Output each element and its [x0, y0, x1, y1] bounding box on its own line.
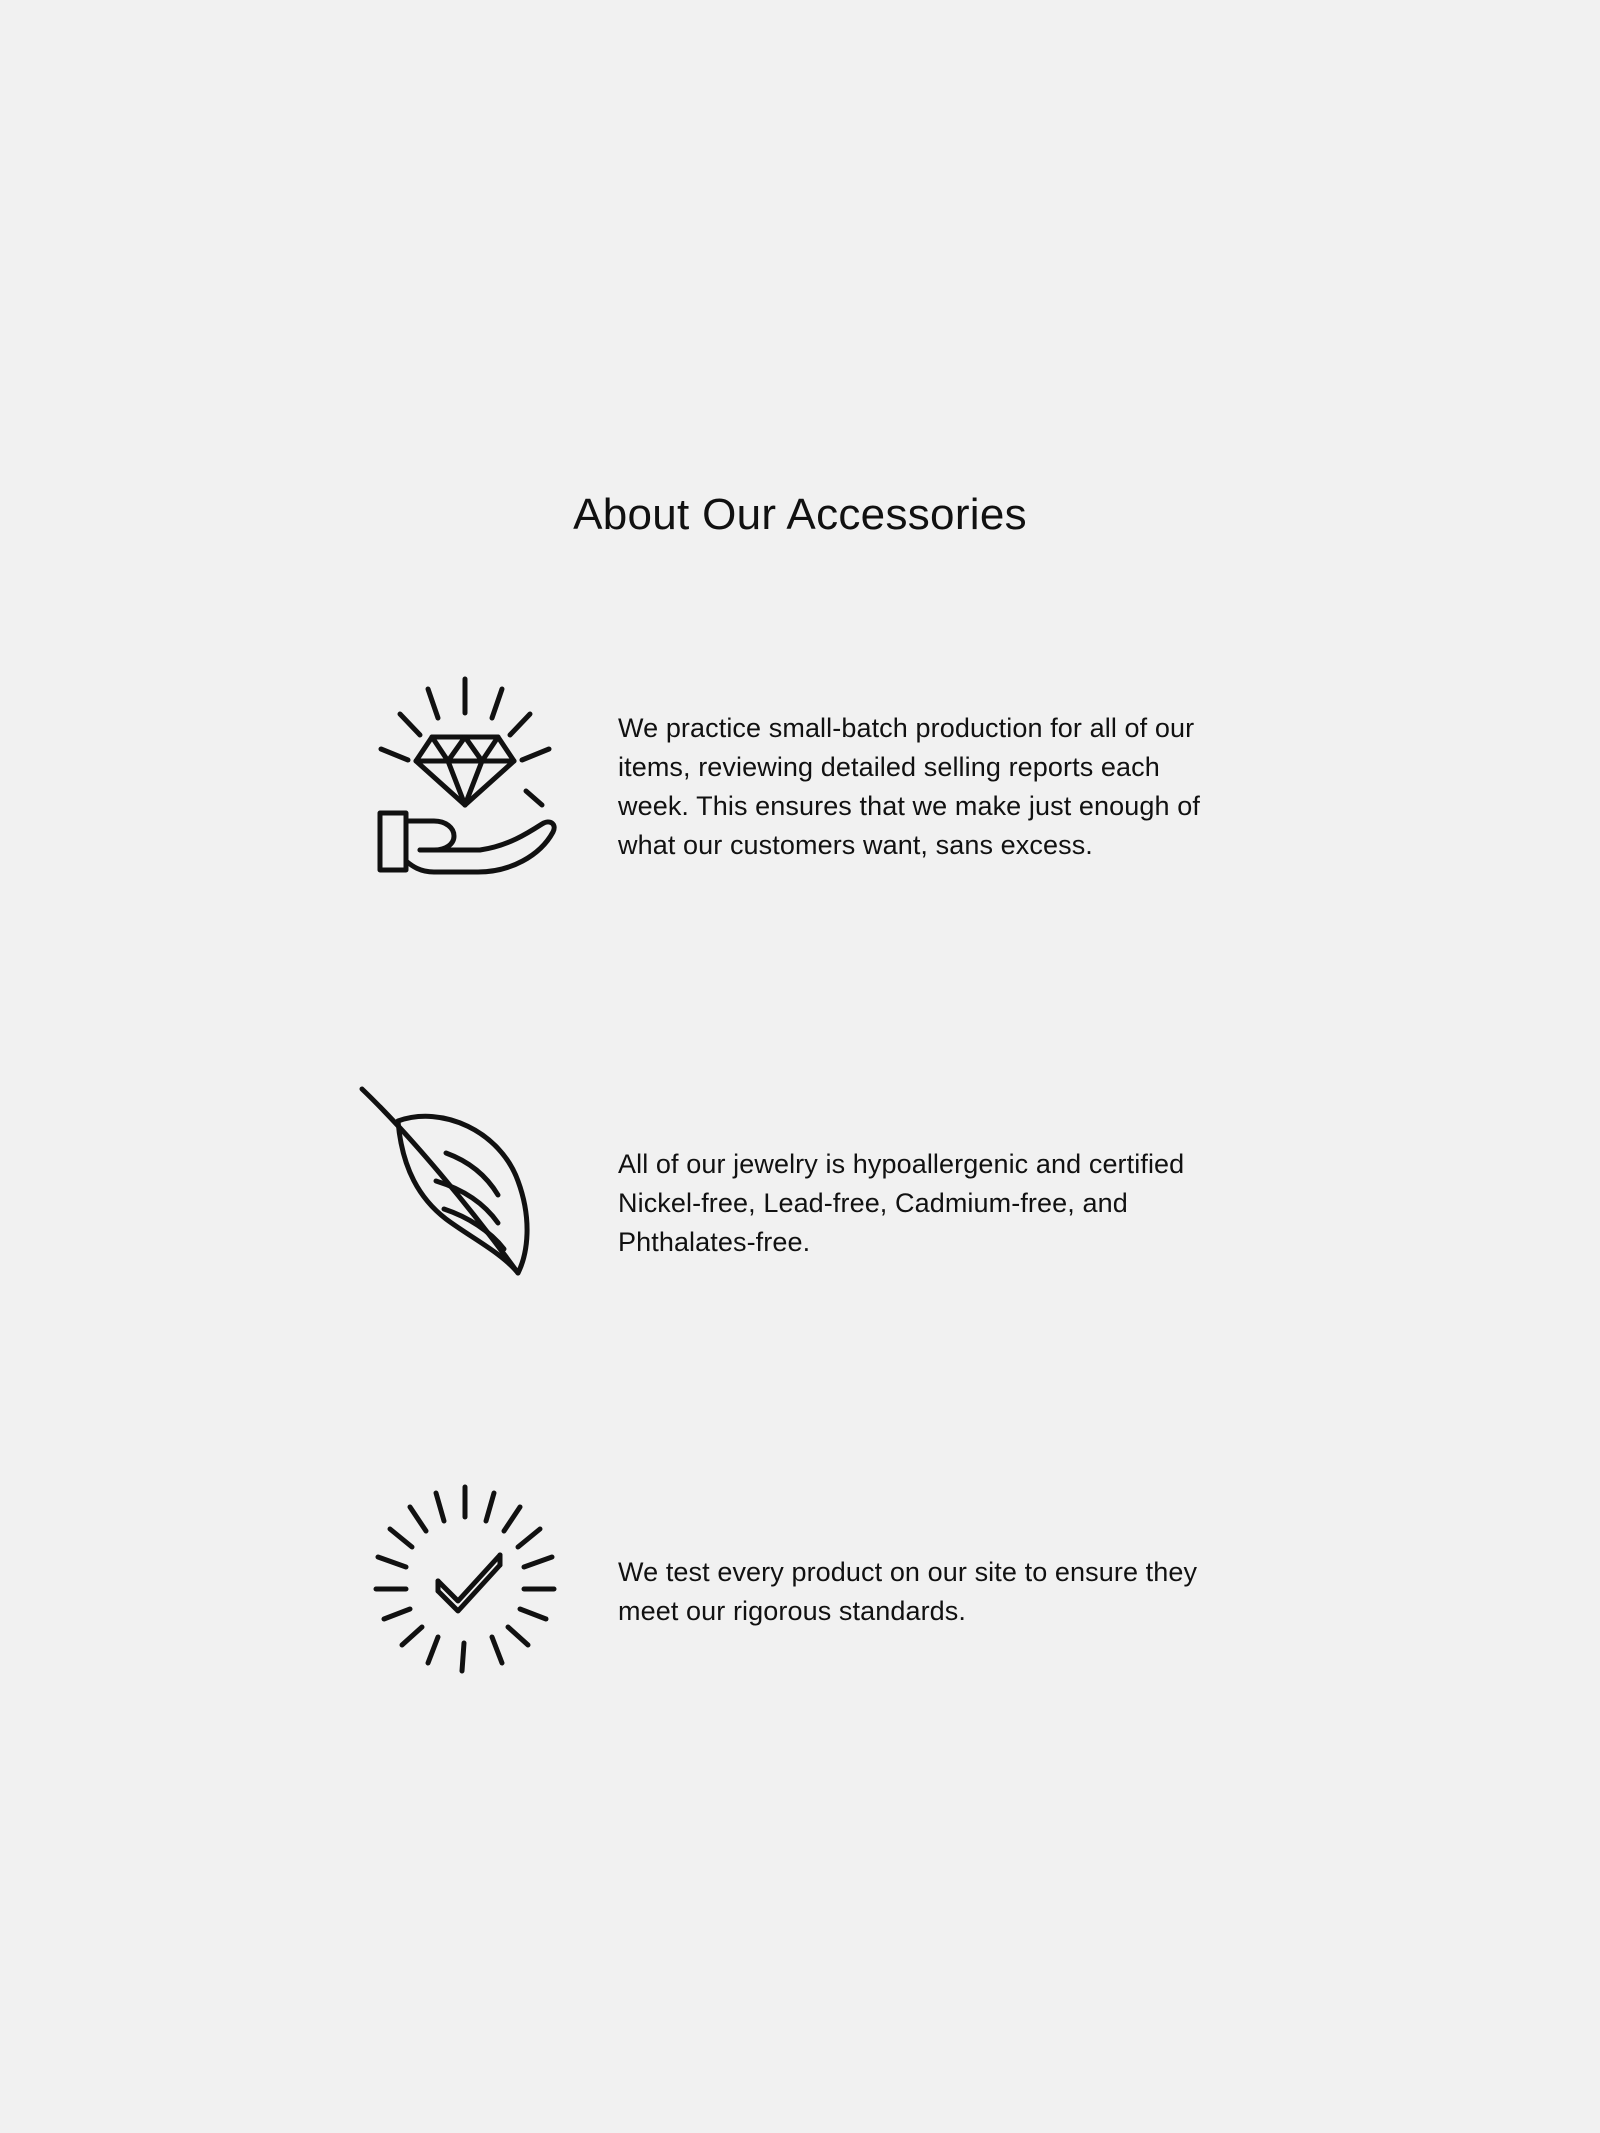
list-item: [340, 665, 1260, 935]
list-item: [340, 1067, 1260, 1337]
shining-checkmark-icon: [340, 1469, 590, 1689]
list-item-text: We practice small-batch production for all of our items, reviewing detailed selling reports each week. This ensures that we make just enough of what our customers want, sans excess.: [618, 713, 1200, 861]
page-title: About Our Accessories: [573, 490, 1027, 539]
list-item-text: All of our jewelry is hypoallergenic and certified Nickel-free, Lead-free, Cadmium-free, and Phthalates-free.: [618, 1149, 1185, 1258]
feather-icon: [340, 1067, 590, 1287]
list-item-text: We test every product on our site to ensure they meet our rigorous standards.: [618, 1557, 1198, 1627]
feature-list: [340, 665, 1260, 1739]
list-item: [340, 1469, 1260, 1739]
diamond-in-hand-icon: [340, 665, 590, 895]
